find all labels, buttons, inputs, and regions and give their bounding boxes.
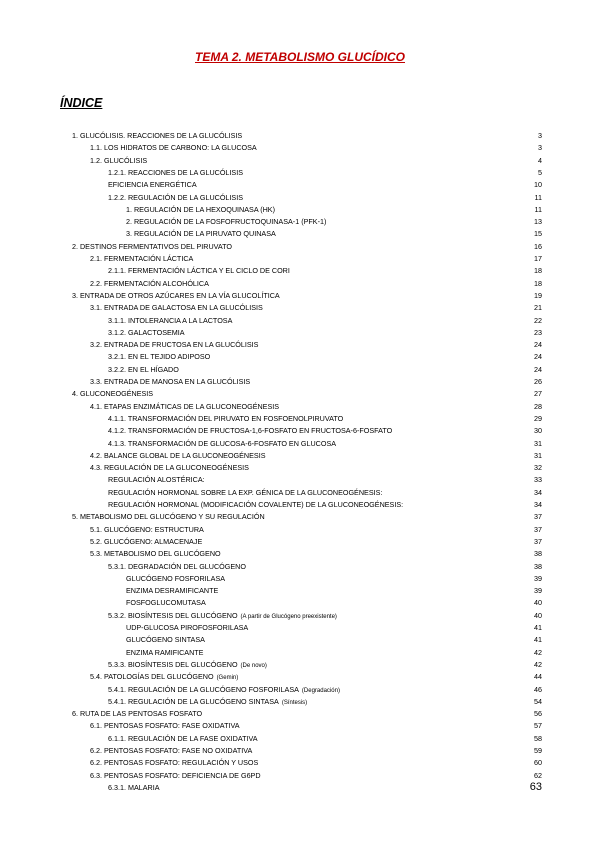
toc-entry-page: 59 bbox=[534, 746, 542, 755]
toc-entry-text: ENZIMA RAMIFICANTE bbox=[126, 647, 204, 657]
toc-entry-page: 11 bbox=[534, 192, 542, 202]
toc-entry-text: 5.4. PATOLOGÍAS DEL GLUCÓGENO bbox=[90, 672, 214, 682]
toc-entry-page: 15 bbox=[534, 229, 542, 239]
toc-entry-page: 24 bbox=[534, 364, 542, 374]
toc-entry-page: 24 bbox=[534, 352, 542, 362]
toc-entry-page: 37 bbox=[534, 536, 542, 546]
toc-entry-page: 34 bbox=[534, 500, 542, 509]
toc-entry-text: 2. REGULACIÓN DE LA FOSFOFRUCTOQUINASA-1 (PFK-1) bbox=[126, 217, 327, 227]
toc-entry-page: 54 bbox=[534, 696, 542, 706]
toc-entry-page: 60 bbox=[534, 758, 542, 768]
toc-entry-text: 4.1.2. TRANSFORMACIÓN DE FRUCTOSA-1,6-FOSFATO EN FRUCTOSA-6-FOSFATO bbox=[108, 426, 393, 436]
toc-entry-page: 3 bbox=[538, 143, 542, 153]
toc-entry-page: 32 bbox=[534, 463, 542, 473]
toc-entry-text: 6.3.1. MALARIA bbox=[108, 782, 160, 792]
toc-entry-text: 3.2.1. EN EL TEJIDO ADIPOSO bbox=[108, 352, 211, 362]
toc-entry-text: 3.2. ENTRADA DE FRUCTOSA EN LA GLUCÓLISIS bbox=[90, 340, 259, 350]
toc-entry-page: 38 bbox=[534, 549, 542, 559]
toc-entry-page: 21 bbox=[534, 303, 542, 313]
toc-entry-text: 1. REGULACIÓN DE LA HEXOQUINASA (HK) bbox=[126, 204, 275, 214]
toc-entry-page: 34 bbox=[534, 487, 542, 497]
toc-entry-page: 19 bbox=[534, 290, 542, 300]
toc-entry-text: 1. GLUCÓLISIS. REACCIONES DE LA GLUCÓLISIS bbox=[72, 131, 243, 140]
toc-entry-text: 1.2. GLUCÓLISIS bbox=[90, 155, 148, 165]
toc-entry-text: 4. GLUCONEOGÉNESIS bbox=[72, 389, 154, 399]
toc-entry-page: 41 bbox=[534, 635, 542, 645]
toc-entry-page: 13 bbox=[534, 217, 542, 227]
toc-entry-page: 37 bbox=[534, 524, 542, 534]
toc-entry[interactable] bbox=[108, 684, 340, 696]
toc-entry-page: 18 bbox=[534, 266, 542, 276]
index-heading: ÍNDICE bbox=[60, 96, 103, 110]
toc-entry-note: (Degradación) bbox=[301, 687, 340, 694]
toc-entry-page: 27 bbox=[534, 389, 542, 399]
toc-entry[interactable] bbox=[108, 696, 307, 708]
toc-entry-page: 46 bbox=[534, 684, 542, 694]
toc-entry-page: 40 bbox=[534, 610, 542, 620]
toc-entry[interactable] bbox=[108, 610, 337, 622]
toc-entry-page: 30 bbox=[534, 426, 542, 436]
toc-entry-page: 5 bbox=[538, 167, 542, 177]
toc-entry-page: 17 bbox=[534, 254, 542, 263]
toc-entry-text: 5.4.1. REGULACIÓN DE LA GLUCÓGENO SINTASA bbox=[108, 696, 279, 706]
toc-entry-text: 3.1. ENTRADA DE GALACTOSA EN LA GLUCÓLISIS bbox=[90, 303, 263, 313]
toc-entry-text: 3.1.1. INTOLERANCIA A LA LACTOSA bbox=[108, 315, 233, 325]
toc-entry-page: 23 bbox=[534, 327, 542, 337]
toc-entry-text: 5.2. GLUCÓGENO: ALMACENAJE bbox=[90, 536, 203, 546]
toc-entry-text: 6.2. PENTOSAS FOSFATO: REGULACIÓN Y USOS bbox=[90, 758, 259, 768]
toc-entry-page: 28 bbox=[534, 401, 542, 411]
toc-entry-page: 62 bbox=[534, 770, 542, 780]
toc-entry-text: 6.2. PENTOSAS FOSFATO: FASE NO OXIDATIVA bbox=[90, 746, 253, 755]
toc-entry-page: 37 bbox=[534, 512, 542, 522]
toc-entry-text: 1.1. LOS HIDRATOS DE CARBONO: LA GLUCOSA bbox=[90, 143, 257, 153]
toc-entry-text: GLUCÓGENO FOSFORILASA bbox=[126, 573, 226, 583]
toc-entry-page: 41 bbox=[534, 623, 542, 632]
toc-entry-text: 4.2. BALANCE GLOBAL DE LA GLUCONEOGÉNESIS bbox=[90, 450, 266, 460]
toc-entry-page: 39 bbox=[534, 573, 542, 583]
toc-entry-text: 2.1.1. FERMENTACIÓN LÁCTICA Y EL CICLO DE CORI bbox=[108, 266, 290, 276]
toc-entry-text: 1.2.2. REGULACIÓN DE LA GLUCÓLISIS bbox=[108, 192, 244, 202]
toc-entry-note: (A partir de Glucógeno preexistente) bbox=[240, 613, 337, 620]
toc-entry-text: 3.2.2. EN EL HÍGADO bbox=[108, 364, 179, 374]
toc-entry-page: 40 bbox=[534, 598, 542, 608]
toc-entry-page: 31 bbox=[534, 438, 542, 448]
toc-entry-page: 42 bbox=[534, 647, 542, 657]
toc-entry-text: 5.4.1. REGULACIÓN DE LA GLUCÓGENO FOSFORILASA bbox=[108, 684, 299, 694]
toc-entry-text: 6.3. PENTOSAS FOSFATO: DEFICIENCIA DE G6PD bbox=[90, 770, 261, 780]
toc-entry-page: 56 bbox=[534, 709, 542, 719]
toc-entry[interactable] bbox=[90, 671, 238, 683]
toc-entry-page: 38 bbox=[534, 561, 542, 571]
toc-entry-note: (Gemin) bbox=[216, 675, 239, 682]
toc-entry-page: 42 bbox=[534, 659, 542, 669]
document-title: TEMA 2. METABOLISMO GLUCÍDICO bbox=[195, 50, 405, 64]
toc-entry-text: REGULACIÓN HORMONAL (MODIFICACIÓN COVALENTE) DE LA GLUCONEOGÉNESIS: bbox=[108, 500, 404, 509]
toc-entry-page: 26 bbox=[534, 377, 542, 386]
toc-entry-text: 2. DESTINOS FERMENTATIVOS DEL PIRUVATO bbox=[72, 241, 233, 251]
toc-entry-text: UDP-GLUCOSA PIROFOSFORILASA bbox=[126, 623, 249, 632]
toc-entry-page: 57 bbox=[534, 721, 542, 731]
toc-entry-text: 6.1.1. REGULACIÓN DE LA FASE OXIDATIVA bbox=[108, 733, 258, 743]
toc-entry-text: 6.1. PENTOSAS FOSFATO: FASE OXIDATIVA bbox=[90, 721, 240, 731]
toc-entry-page: 11 bbox=[534, 204, 542, 214]
toc-entry-page: 29 bbox=[534, 413, 542, 423]
toc-entry-text: 4.1.3. TRANSFORMACIÓN DE GLUCOSA-6-FOSFATO EN GLUCOSA bbox=[108, 438, 337, 448]
toc-entry[interactable] bbox=[108, 659, 267, 671]
toc-entry-text: 4.1. ETAPAS ENZIMÁTICAS DE LA GLUCONEOGÉNESIS bbox=[90, 401, 280, 411]
toc-entry-note: (De novo) bbox=[240, 662, 267, 669]
toc-entry-page: 39 bbox=[534, 586, 542, 596]
toc-entry-page: 10 bbox=[534, 180, 542, 190]
toc-entry-text: EFICIENCIA ENERGÉTICA bbox=[108, 180, 197, 190]
toc-entry-page: 16 bbox=[534, 241, 542, 251]
toc-entry-text: 3.1.2. GALACTOSEMIA bbox=[108, 327, 185, 337]
toc-entry-text: 5.3.2. BIOSÍNTESIS DEL GLUCÓGENO bbox=[108, 610, 238, 620]
toc-entry-text: REGULACIÓN HORMONAL SOBRE LA EXP. GÉNICA DE LA GLUCONEOGÉNESIS: bbox=[108, 487, 383, 497]
toc-entry-text: 3. REGULACIÓN DE LA PIRUVATO QUINASA bbox=[126, 229, 276, 239]
toc-entry-text: 2.1. FERMENTACIÓN LÁCTICA bbox=[90, 254, 194, 263]
toc-entry-text: 5.1. GLUCÓGENO: ESTRUCTURA bbox=[90, 524, 204, 534]
toc-entry-text: 5. METABOLISMO DEL GLUCÓGENO Y SU REGULACIÓN bbox=[72, 512, 265, 522]
toc-entry-page: 31 bbox=[534, 450, 542, 460]
toc-entry-page: 33 bbox=[534, 475, 542, 485]
toc-entry-page: 3 bbox=[538, 131, 542, 140]
toc-entry-text: 4.1.1. TRANSFORMACIÓN DEL PIRUVATO EN FOSFOENOLPIRUVATO bbox=[108, 413, 344, 423]
toc-entry-text: 5.3. METABOLISMO DEL GLUCÓGENO bbox=[90, 549, 221, 559]
toc-entry-text: 5.3.1. DEGRADACIÓN DEL GLUCÓGENO bbox=[108, 561, 246, 571]
toc-entry-text: 5.3.3. BIOSÍNTESIS DEL GLUCÓGENO bbox=[108, 659, 238, 669]
toc-entry-text: 2.2. FERMENTACIÓN ALCOHÓLICA bbox=[90, 278, 209, 288]
toc-entry-page: 44 bbox=[534, 672, 542, 682]
toc-entry-text: FOSFOGLUCOMUTASA bbox=[126, 598, 206, 608]
toc-entry-text: GLUCÓGENO SINTASA bbox=[126, 635, 205, 645]
toc-entry-text: 1.2.1. REACCIONES DE LA GLUCÓLISIS bbox=[108, 167, 244, 177]
toc-entry-page: 22 bbox=[534, 315, 542, 325]
toc-entry-page: 58 bbox=[534, 733, 542, 743]
toc-entry-text: ENZIMA DESRAMIFICANTE bbox=[126, 586, 219, 596]
toc-entry-page: 18 bbox=[534, 278, 542, 288]
toc-entry-text: 6. RUTA DE LAS PENTOSAS FOSFATO bbox=[72, 709, 203, 719]
toc-entry-page: 24 bbox=[534, 340, 542, 350]
toc-entry-text: 3.3. ENTRADA DE MANOSA EN LA GLUCÓLISIS bbox=[90, 377, 251, 386]
page-number: 63 bbox=[529, 781, 542, 793]
toc-entry-text: REGULACIÓN ALOSTÉRICA: bbox=[108, 475, 205, 485]
toc-entry-text: 4.3. REGULACIÓN DE LA GLUCONEOGÉNESIS bbox=[90, 463, 249, 473]
toc-entry-page: 4 bbox=[538, 155, 542, 165]
toc-entry-note: (Síntesis) bbox=[281, 699, 308, 706]
toc-entry-text: 3. ENTRADA DE OTROS AZÚCARES EN LA VÍA GLUCOLÍTICA bbox=[72, 290, 280, 300]
